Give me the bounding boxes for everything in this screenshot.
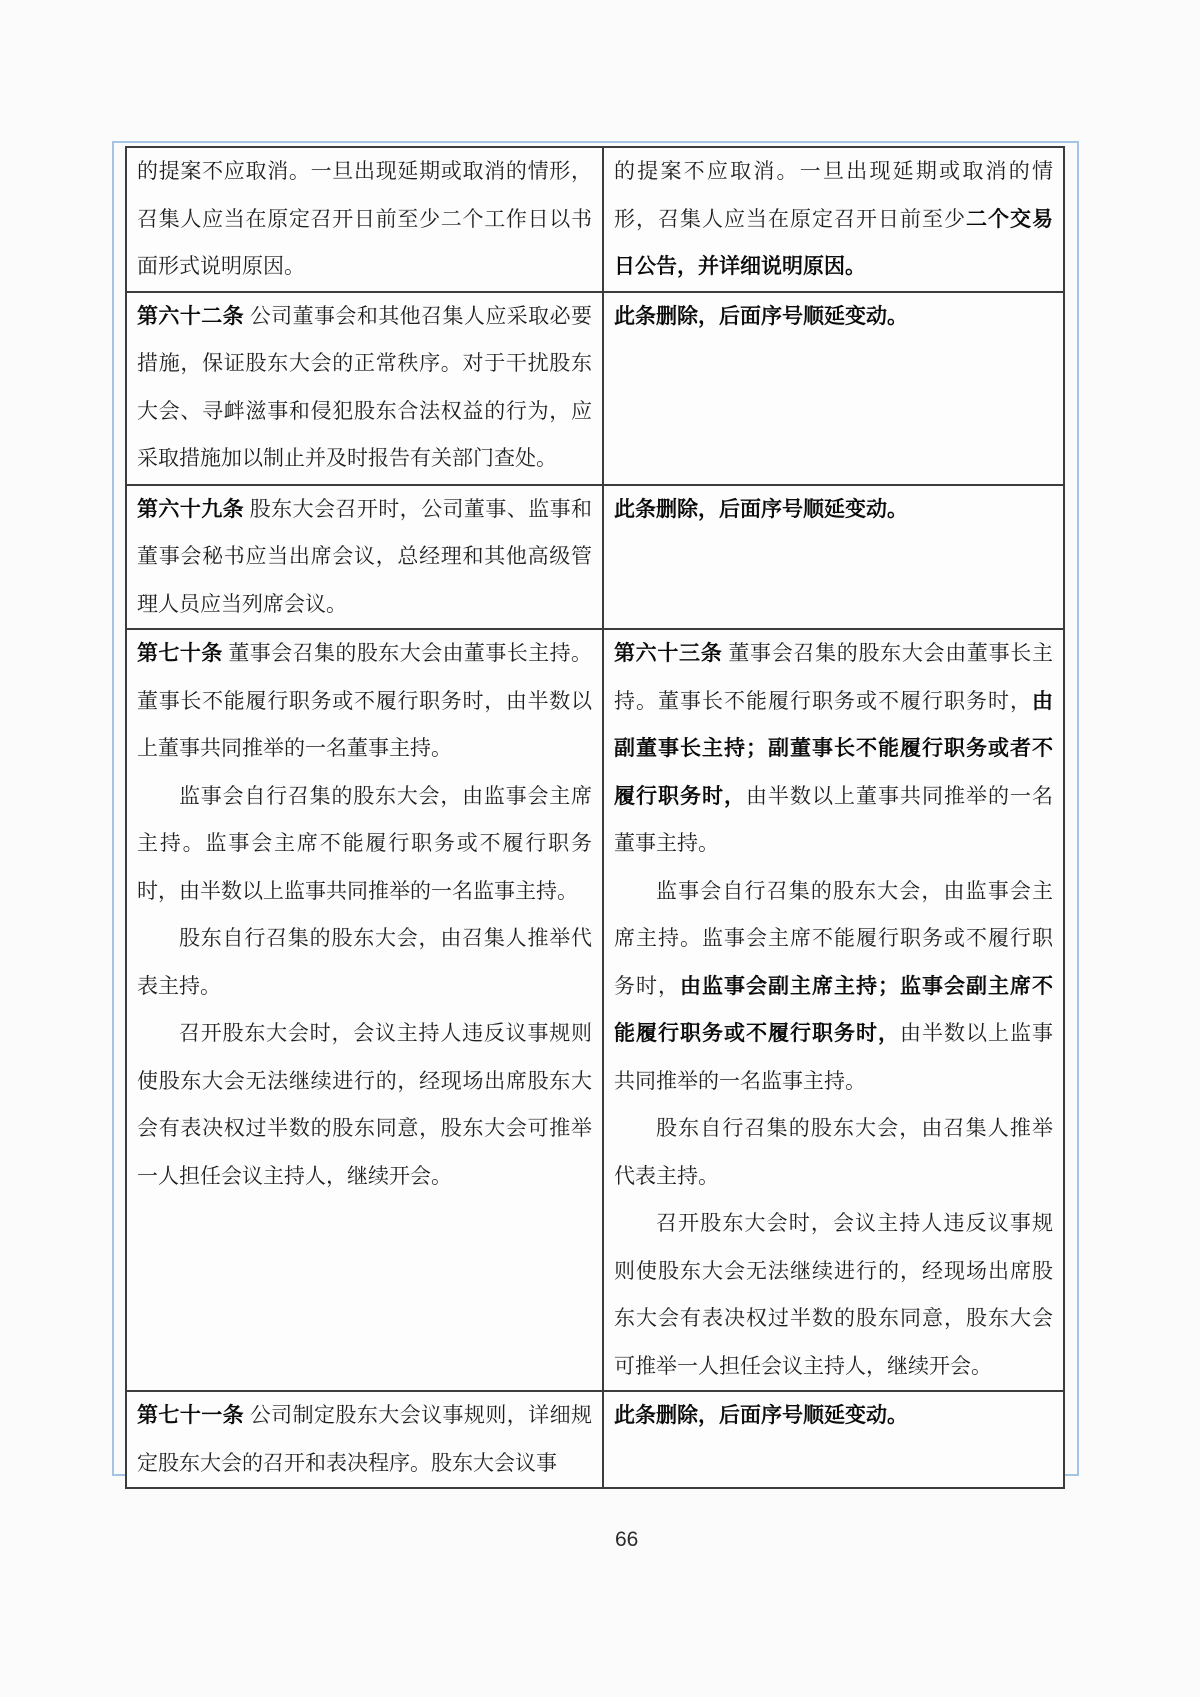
table-row <box>126 485 1064 630</box>
cell-revised-article-71 <box>603 1391 1064 1488</box>
text-run: 由半数以上董事共同推举的一名董事主持。 <box>614 783 1053 855</box>
bold-text-run: 由监事会副主席主持；监事会副主席不能履行职务或不履行职务时， <box>614 973 1053 1045</box>
table-row <box>126 292 1064 485</box>
text-run: 的提案不应取消。一旦出现延期或取消的情形，召集人应当在原定召开日前至少二个工作日以书面形式说明原因。 <box>137 159 592 278</box>
bold-text-run: 第六十三条 <box>614 641 723 665</box>
text-run: 股东大会召开时，公司董事、监事和董事会秘书应当出席会议，总经理和其他高级管理人员应当列席会议。 <box>137 496 593 616</box>
text-run: 的提案不应取消。一旦出现延期或取消的情形，召集人应当在原定召开日前至少 <box>614 159 1053 231</box>
paragraph <box>614 1392 1053 1440</box>
text-run: 公司董事会和其他召集人应采取必要措施，保证股东大会的正常秩序。对于干扰股东大会、寻衅滋事和侵犯股东合法权益的行为，应采取措施加以制止并及时报告有关部门查处。 <box>137 303 593 470</box>
paragraph <box>614 630 1053 868</box>
text-run: 董事会召集的股东大会由董事长主持。董事长不能履行职务或不履行职务时， <box>614 641 1053 713</box>
paragraph <box>614 486 1053 534</box>
cell-revised-continuation <box>603 147 1064 292</box>
paragraph <box>614 148 1053 291</box>
text-run: 召开股东大会时，会议主持人违反议事规则使股东大会无法继续进行的，经现场出席股东大会有表决权过半数的股东同意，股东大会可推举一人担任会议主持人，继续开会。 <box>137 1021 592 1188</box>
paragraph <box>614 1200 1053 1390</box>
paragraph <box>614 1105 1053 1200</box>
text-run: 公司制定股东大会议事规则，详细规定股东大会的召开和表决程序。股东大会议事 <box>137 1403 593 1475</box>
paragraph <box>614 868 1053 1106</box>
cell-original-article-69 <box>126 485 603 630</box>
cell-original-article-62 <box>126 292 603 485</box>
cell-original-continuation <box>126 147 603 292</box>
bold-text-run: 第六十二条 <box>137 303 245 328</box>
paragraph <box>137 293 592 483</box>
bold-text-run: 二个交易日公告，并详细说明原因。 <box>614 206 1053 278</box>
table-row <box>126 1391 1064 1488</box>
cell-original-article-70 <box>126 629 603 1391</box>
paragraph <box>137 1392 592 1487</box>
paragraph <box>137 773 592 916</box>
cell-revised-article-70 <box>603 629 1064 1391</box>
amendment-comparison-table <box>125 146 1065 1489</box>
text-run: 召开股东大会时，会议主持人违反议事规则使股东大会无法继续进行的，经现场出席股东大会有表决权过半数的股东同意，股东大会可推举一人担任会议主持人，继续开会。 <box>614 1211 1053 1378</box>
text-run: 由半数以上监事共同推举的一名监事主持。 <box>614 1021 1053 1093</box>
paragraph <box>137 1010 592 1200</box>
paragraph <box>137 630 592 773</box>
table-row <box>126 629 1064 1391</box>
text-run: 股东自行召集的股东大会，由召集人推举代表主持。 <box>137 926 592 998</box>
bold-text-run: 此条删除，后面序号顺延变动。 <box>614 496 908 521</box>
paragraph <box>137 915 592 1010</box>
bold-text-run: 第六十九条 <box>137 496 245 521</box>
bold-text-run: 第七十一条 <box>137 1403 245 1427</box>
paragraph <box>614 293 1053 341</box>
page-number: 66 <box>615 1528 639 1551</box>
cell-revised-article-69 <box>603 485 1064 630</box>
text-run: 董事会召集的股东大会由董事长主持。董事长不能履行职务或不履行职务时，由半数以上董事共同推举的一名董事主持。 <box>137 641 593 760</box>
paragraph <box>137 486 592 629</box>
bold-text-run: 此条删除，后面序号顺延变动。 <box>614 1403 908 1427</box>
text-run: 股东自行召集的股东大会，由召集人推举代表主持。 <box>614 1116 1053 1188</box>
text-run: 监事会自行召集的股东大会，由监事会主席主持。监事会主席不能履行职务或不履行职务时， <box>614 878 1053 998</box>
paragraph <box>137 148 592 291</box>
table-row <box>126 147 1064 292</box>
bold-text-run: 此条删除，后面序号顺延变动。 <box>614 303 908 328</box>
bold-text-run: 第七十条 <box>137 641 223 665</box>
cell-original-article-71 <box>126 1391 603 1488</box>
text-run: 监事会自行召集的股东大会，由监事会主席主持。监事会主席不能履行职务或不履行职务时，由半数以上监事共同推举的一名监事主持。 <box>137 783 592 903</box>
cell-revised-article-62 <box>603 292 1064 485</box>
bold-text-run: 由副董事长主持；副董事长不能履行职务或者不履行职务时， <box>614 688 1053 808</box>
